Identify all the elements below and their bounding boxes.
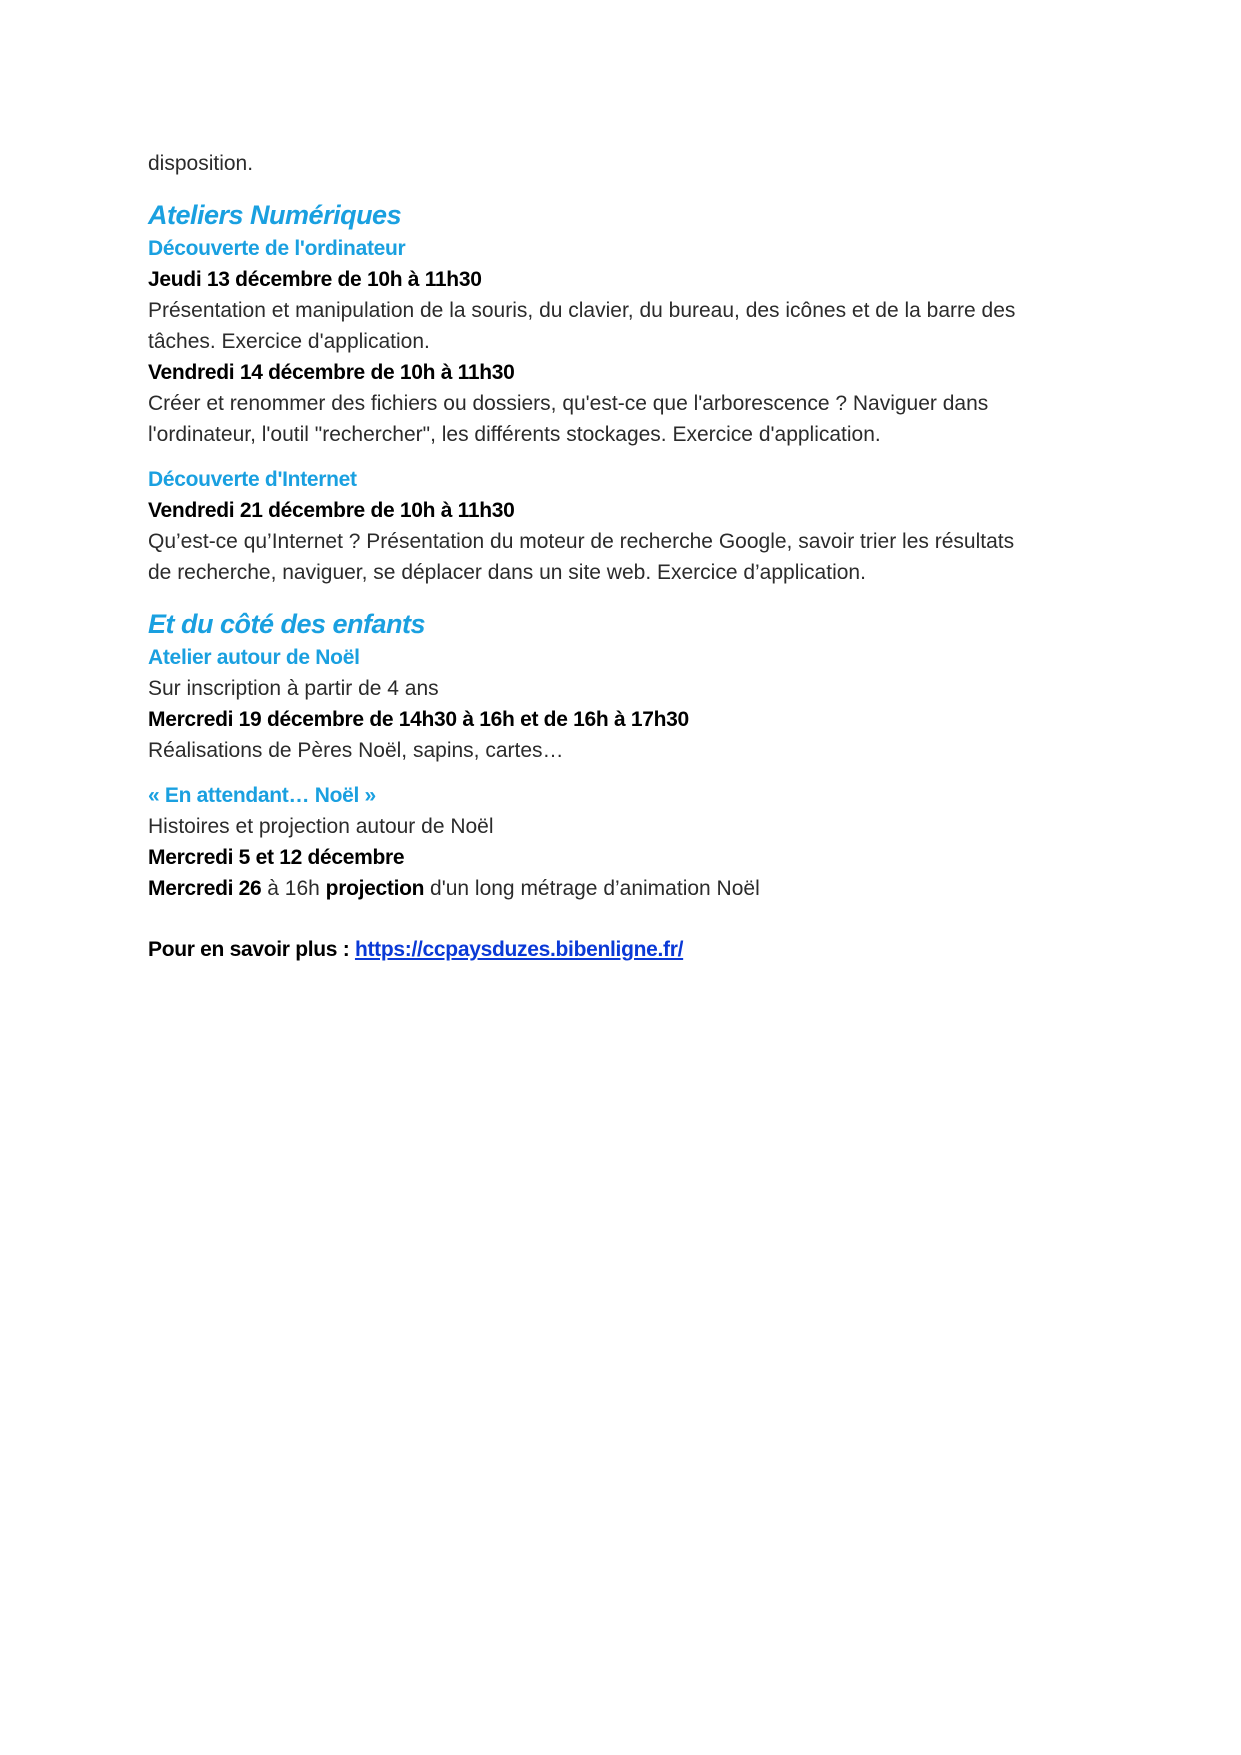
internet-desc-line1: Qu’est-ce qu’Internet ? Présentation du moteur de recherche Google, savoir trier les résultats xyxy=(148,530,1015,553)
atelier-desc: Réalisations de Pères Noël, sapins, cartes… xyxy=(148,739,564,762)
atelier-date: Mercredi 19 décembre de 14h30 à 16h et de 16h à 17h30 xyxy=(148,708,689,731)
atelier-inscription: Sur inscription à partir de 4 ans xyxy=(148,677,439,700)
heading-ordinateur: Découverte de l'ordinateur xyxy=(148,237,406,260)
session1-desc-line1: Présentation et manipulation de la souris, du clavier, du bureau, des icônes et de la barre des xyxy=(148,299,1016,322)
attendant-desc: Histoires et projection autour de Noël xyxy=(148,815,494,838)
section-title-ateliers: Ateliers Numériques xyxy=(148,200,402,230)
heading-atelier-noel: Atelier autour de Noël xyxy=(148,646,360,669)
session1-date: Jeudi 13 décembre de 10h à 11h30 xyxy=(148,268,482,291)
heading-internet: Découverte d'Internet xyxy=(148,468,357,491)
session2-desc-line1: Créer et renommer des fichiers ou dossiers, qu'est-ce que l'arborescence ? Naviguer dans xyxy=(148,392,989,415)
internet-date: Vendredi 21 décembre de 10h à 11h30 xyxy=(148,499,515,522)
attendant-date2-day: Mercredi 26 xyxy=(148,877,262,900)
more-info-label: Pour en savoir plus : xyxy=(148,938,355,961)
intro-tail: disposition. xyxy=(148,152,254,175)
attendant-date2-time: à 16h xyxy=(261,877,326,900)
heading-en-attendant: « En attendant… Noël » xyxy=(148,784,376,807)
attendant-date1: Mercredi 5 et 12 décembre xyxy=(148,846,405,869)
section-title-enfants: Et du côté des enfants xyxy=(148,609,426,639)
session2-desc-line2: l'ordinateur, l'outil "rechercher", les différents stockages. Exercice d'application. xyxy=(148,423,881,446)
session1-desc-line2: tâches. Exercice d'application. xyxy=(148,330,430,353)
attendant-date2-end: d'un long métrage d’animation Noël xyxy=(424,877,760,900)
document-page xyxy=(148,148,1108,965)
more-info-link[interactable]: https://ccpaysduzes.bibenligne.fr/ xyxy=(354,938,684,961)
attendant-date2-projection: projection xyxy=(325,877,425,900)
internet-desc-line2: de recherche, naviguer, se déplacer dans un site web. Exercice d’application. xyxy=(148,561,866,584)
more-info xyxy=(148,934,1108,965)
session2-date: Vendredi 14 décembre de 10h à 11h30 xyxy=(148,361,515,384)
attendant-date2 xyxy=(148,873,1108,904)
